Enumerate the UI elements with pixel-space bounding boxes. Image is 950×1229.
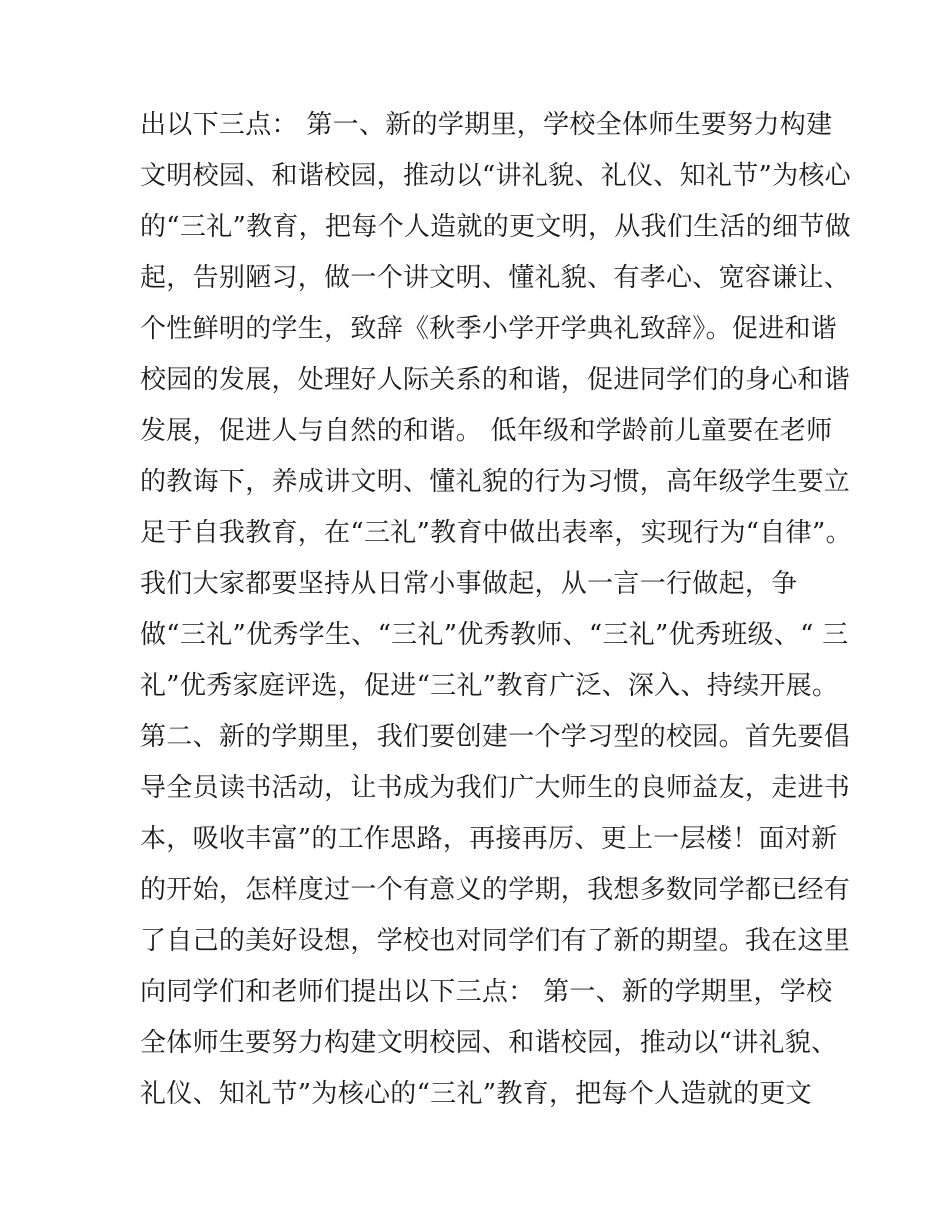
text-line: 足于自我教育，在“三礼”教育中做出表率，实现行为“自律”。 bbox=[140, 518, 852, 548]
text-line: 出以下三点： 第一、新的学期里，学校全体师生要努力构建 bbox=[140, 110, 833, 140]
text-line: 文明校园、和谐校园，推动以“讲礼貌、礼仪、知礼节”为核心 bbox=[140, 161, 851, 191]
text-line: 向同学们和老师们提出以下三点： 第一、新的学期里，学校 bbox=[140, 977, 833, 1007]
text-line: 的开始，怎样度过一个有意义的学期，我想多数同学都已经有 bbox=[140, 875, 851, 905]
text-line: 了自己的美好设想，学校也对同学们有了新的期望。我在这里 bbox=[140, 926, 851, 956]
text-line: 起，告别陋习，做一个讲文明、懂礼貌、有孝心、宽容谦让、 bbox=[140, 263, 851, 293]
text-line: 全体师生要努力构建文明校园、和谐校园，推动以“讲礼貌、 bbox=[140, 1028, 838, 1058]
text-line: 礼”优秀家庭评选，促进“三礼”教育广泛、深入、持续开展。 bbox=[140, 671, 839, 701]
text-line: 校园的发展，处理好人际关系的和谐，促进同学们的身心和谐 bbox=[140, 365, 851, 395]
text-line: 做“三礼”优秀学生、“三礼”优秀教师、“三礼”优秀班级、“ 三 bbox=[140, 620, 849, 650]
text-line: 发展，促进人与自然的和谐。 低年级和学龄前儿童要在老师 bbox=[140, 416, 833, 446]
text-line: 本，吸收丰富”的工作思路，再接再厉、更上一层楼！面对新 bbox=[140, 824, 838, 854]
text-line: 的教诲下，养成讲文明、懂礼貌的行为习惯，高年级学生要立 bbox=[140, 467, 851, 497]
text-line: 个性鲜明的学生，致辞《秋季小学开学典礼致辞》。促进和谐 bbox=[140, 314, 838, 344]
text-line: 第二、新的学期里，我们要创建一个学习型的校园。首先要倡 bbox=[140, 722, 851, 752]
text-line: 礼仪、知礼节”为核心的“三礼”教育，把每个人造就的更文 bbox=[140, 1079, 812, 1109]
text-line: 我们大家都要坚持从日常小事做起，从一言一行做起，争 bbox=[140, 569, 798, 599]
body-text bbox=[140, 100, 852, 1120]
text-line: 导全员读书活动，让书成为我们广大师生的良师益友，走进书 bbox=[140, 773, 851, 803]
text-line: 的“三礼”教育，把每个人造就的更文明，从我们生活的细节做 bbox=[140, 212, 851, 242]
